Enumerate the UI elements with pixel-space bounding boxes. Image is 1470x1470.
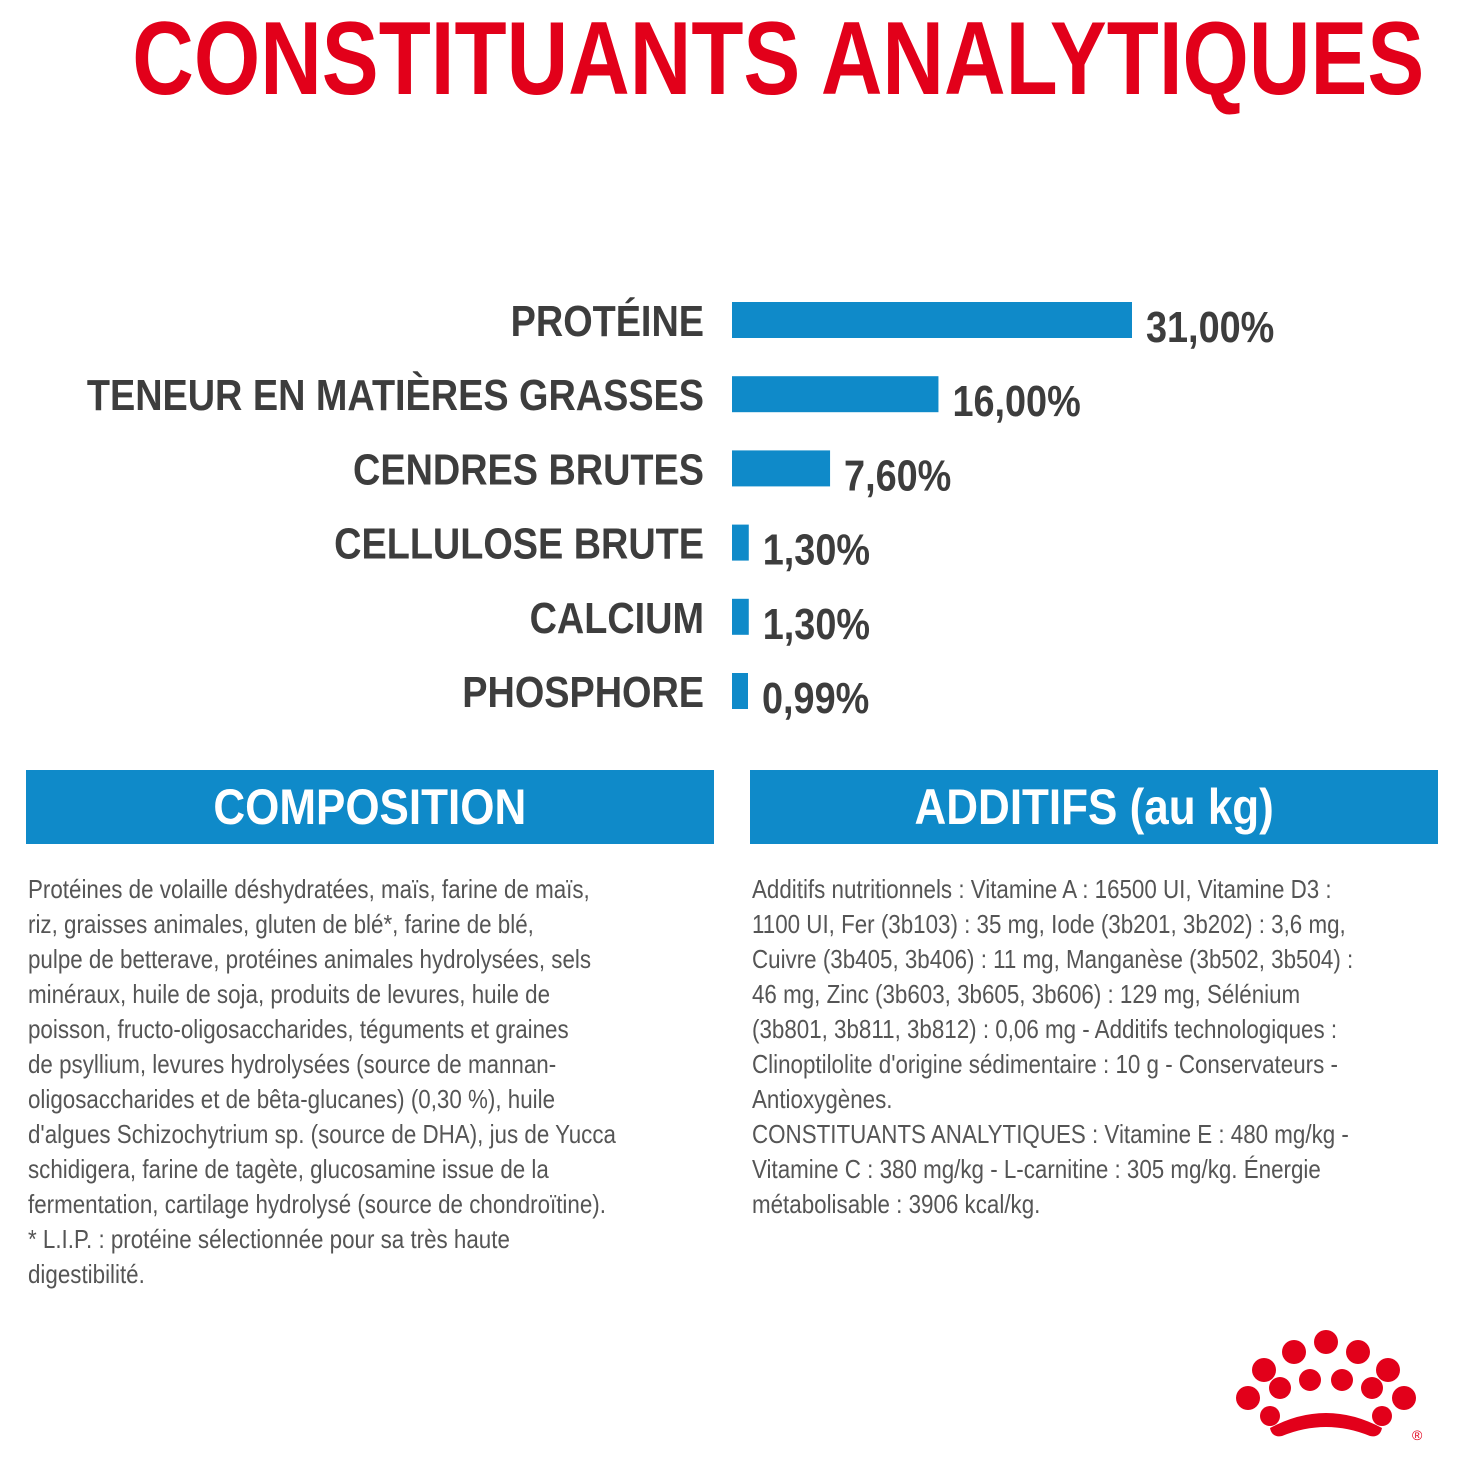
- category-label: CELLULOSE BRUTE: [334, 518, 704, 569]
- value-label: 31,00%: [1146, 302, 1275, 352]
- bar: [732, 673, 748, 709]
- crown-dots-logo-icon: [1230, 1328, 1440, 1448]
- category-label: PROTÉINE: [510, 296, 704, 346]
- bar: [732, 525, 749, 561]
- composition-text: Protéines de volaille déshydratées, maïs, farine de maïs, riz, graisses animales, gluten de blé*, farine de blé, pulpe de betterave, protéines animales hydrolysées, sels minéraux, huile de soja, produits de levures, huile de poisson, fructo-oligosaccharides, téguments et graines de psyllium, levures hydrolysées (source de mannan- oligosaccharides et de bêta-glucanes) (0,30 %), huile d'algues Schizochytrium sp. (source de DHA), jus de Yucca schidigera, farine de tagète, glucosamine issue de la fermentation, cartilage hydrolysé (source de chondroïtine). * L.I.P. : protéine sélectionnée pour sa très haute digestibilité.: [28, 874, 616, 1289]
- value-label: 0,99%: [762, 673, 870, 723]
- composition-text-block: [28, 872, 718, 1292]
- bar: [732, 376, 938, 412]
- bar: [732, 302, 1132, 338]
- additifs-header: [750, 770, 1438, 844]
- additifs-header-label: ADDITIFS (au kg): [914, 779, 1274, 835]
- additifs-text: Additifs nutritionnels : Vitamine A : 16500 UI, Vitamine D3 : 1100 UI, Fer (3b103) : 35 mg, Iode (3b201, 3b202) : 3,6 mg, Cuivre (3b405, 3b406) : 11 mg, Manganèse (3b502, 3b504) : 46 mg, Zinc (3b603, 3b605, 3b606) : 129 mg, Sélénium (3b801, 3b811, 3b812) : 0,06 mg - Additifs technologiques : Clinoptilolite d'origine sédimentaire : 10 g - Conservateurs - Antioxygènes. CONSTITUANTS ANALYTIQUES : Vitamine E : 480 mg/kg - Vitamine C : 380 mg/kg - L-carnitine : 305 mg/kg. Énergie métabolisable : 3906 kcal/kg.: [752, 874, 1354, 1219]
- bar: [732, 599, 749, 635]
- bar: [732, 450, 830, 486]
- value-label: 1,30%: [762, 524, 871, 575]
- composition-header-label: COMPOSITION: [213, 779, 527, 835]
- category-label: CENDRES BRUTES: [353, 444, 704, 495]
- page-title: CONSTITUANTS ANALYTIQUES: [132, 1, 1425, 117]
- additifs-text-block: [752, 872, 1442, 1222]
- composition-header: [26, 770, 714, 844]
- value-label: 16,00%: [952, 376, 1081, 426]
- category-label: TENEUR EN MATIÈRES GRASSES: [86, 370, 704, 420]
- analytical-constituents-chart: [0, 280, 1470, 740]
- registered-mark: ®: [1412, 1427, 1423, 1443]
- category-label: PHOSPHORE: [462, 667, 704, 717]
- value-label: 7,60%: [844, 450, 952, 501]
- category-label: CALCIUM: [529, 593, 704, 643]
- value-label: 1,30%: [762, 599, 871, 649]
